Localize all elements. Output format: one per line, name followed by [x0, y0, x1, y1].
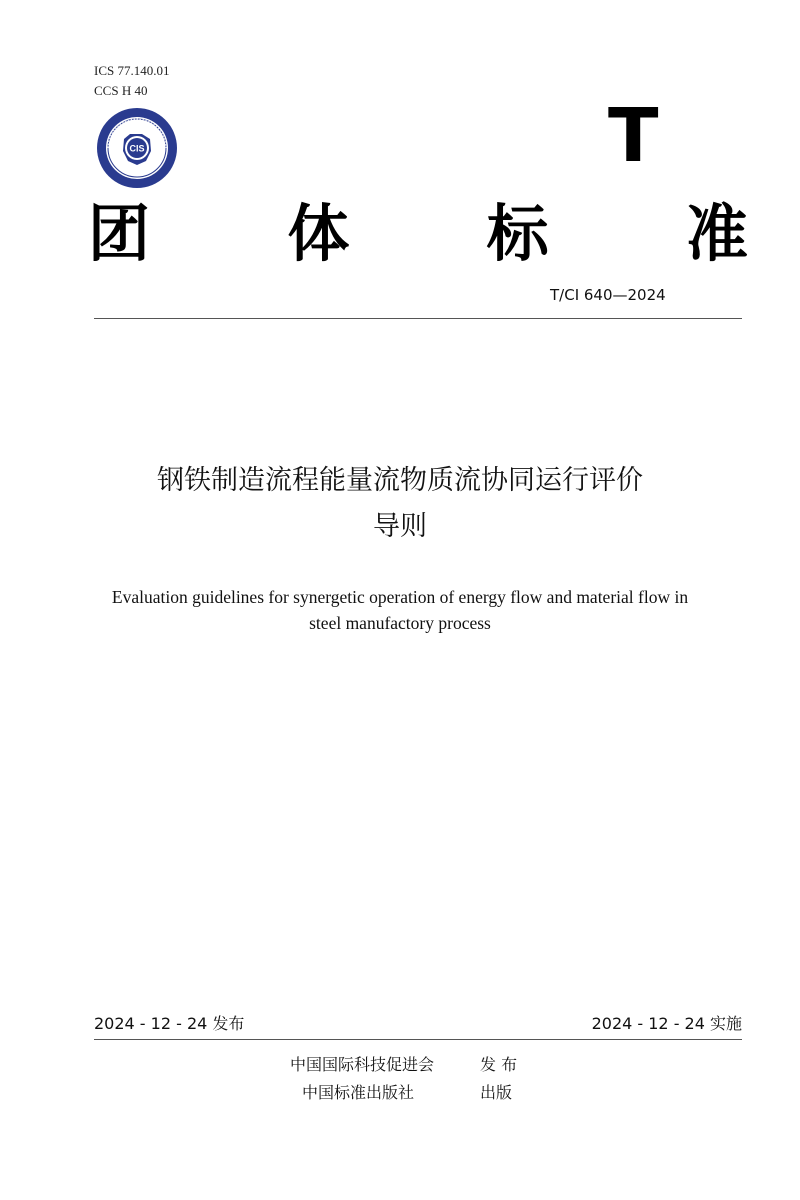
ics-code: ICS 77.140.01 [94, 63, 170, 78]
organization-seal-logo [96, 107, 178, 189]
footer-divider [94, 1039, 742, 1040]
english-title-line-2: steel manufactory process [309, 613, 491, 633]
printer-line [290, 1082, 512, 1104]
standard-number: T/CI 640—2024 [550, 286, 666, 304]
chinese-title-line-1: 钢铁制造流程能量流物质流协同运行评价 [157, 465, 643, 496]
chinese-title-line-2: 导则 [373, 511, 427, 542]
standard-type-heading [88, 196, 748, 272]
publisher-line [290, 1054, 517, 1076]
classification-codes [94, 61, 169, 101]
issue-date: 2024 - 12 - 24 发布 [94, 1014, 245, 1033]
english-title-line-1: Evaluation guidelines for synergetic operation of energy flow and material flow in [111, 587, 689, 607]
printer-action: 出版 [480, 1083, 513, 1102]
standard-type-char: 标 [486, 197, 549, 270]
publisher-action: 发 布 [480, 1055, 518, 1074]
english-title [80, 584, 720, 636]
standard-type-letter: T [608, 93, 659, 179]
chinese-title [80, 458, 720, 550]
implementation-date: 2024 - 12 - 24 实施 [591, 1014, 742, 1033]
logo-text: CIS [129, 143, 145, 154]
standard-type-char: 体 [287, 197, 350, 270]
standard-type-char: 准 [685, 197, 748, 270]
ccs-code: CCS H 40 [94, 83, 148, 98]
printer-name: 中国标准出版社 [302, 1083, 415, 1102]
header-divider [94, 318, 742, 319]
standard-type-char: 团 [88, 197, 151, 270]
publisher-name: 中国国际科技促进会 [290, 1055, 435, 1074]
